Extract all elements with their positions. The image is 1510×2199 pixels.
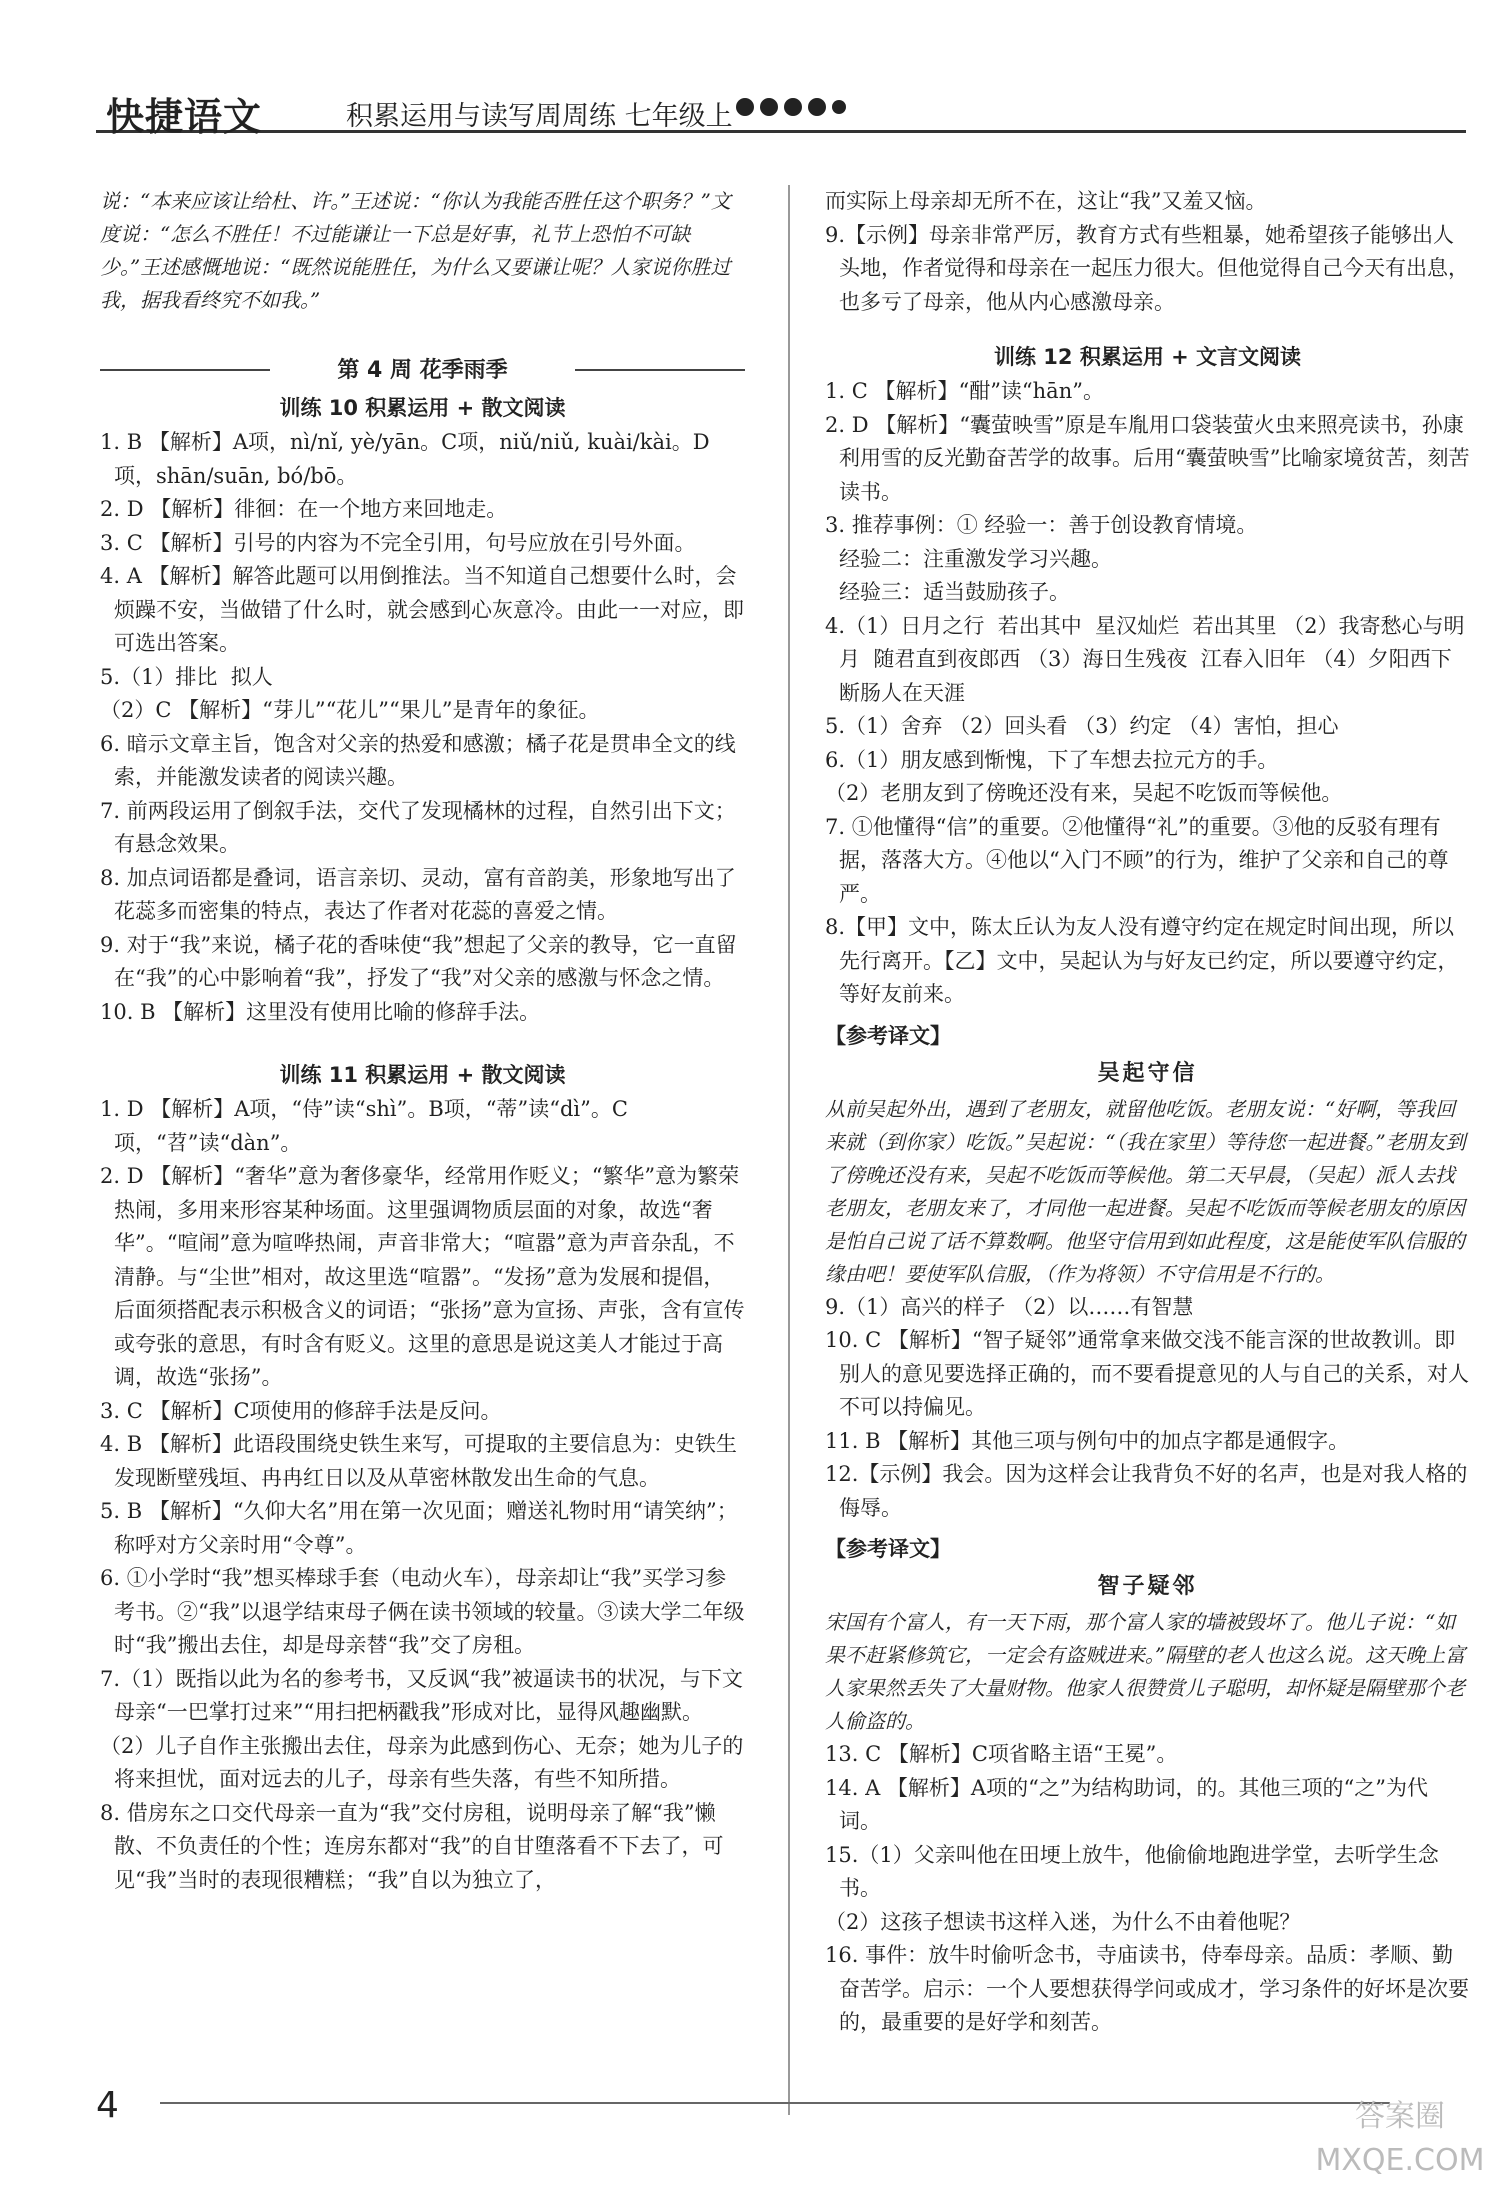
answer-item: 8. 借房东之口交代母亲一直为“我”交付房租，说明母亲了解“我”懒散、不负责任的个性；连房东都对“我”的自甘堕落看不下去了，可见“我”当时的表现很糟糕；“我”自以为独立了， bbox=[100, 1800, 724, 1892]
left-continuation-text: 说：“本来应该让给杜、许。”王述说：“你认为我能否胜任这个职务？”文度说：“怎么不胜任！不过能谦让一下总是好事，礼节上恐怕不可缺少。”王述感慨地说：“既然说能胜任，为什么又要谦让呢？人家说你胜过我，据我看终究不如我。” bbox=[100, 189, 731, 312]
answer-item: 5.（1）排比 拟人 bbox=[100, 664, 273, 689]
answer-item: 4. B 【解析】此语段围绕史铁生来写，可提取的主要信息为：史铁生发现断壁残垣、冉冉红日以及从草密林散发出生命的气息。 bbox=[100, 1432, 737, 1490]
decorative-dots-icon bbox=[736, 98, 846, 116]
section-11-title: 训练 11 积累运用 + 散文阅读 bbox=[279, 1063, 566, 1087]
answer-item: 6. ①小学时“我”想买棒球手套（电动火车），母亲却让“我”买学习参考书。②“我”以退学结束母子俩在读书领域的较量。③读大学二年级时“我”搬出去住，却是母亲替“我”交了房租。 bbox=[100, 1566, 745, 1657]
answer-item: 16. 事件：放牛时偷听念书，寺庙读书，侍奉母亲。品质：孝顺、勤奋苦学。启示：一个人要想获得学问或成才，学习条件的好坏是次要的，最重要的是好学和刻苦。 bbox=[825, 1943, 1469, 2034]
answer-item: 9.（1）高兴的样子 （2）以……有智慧 bbox=[825, 1294, 1194, 1319]
answer-item: 5. B 【解析】“久仰大名”用在第一次见面；赠送礼物时用“请笑纳”；称呼对方父亲时用“令尊”。 bbox=[100, 1499, 738, 1557]
column-divider bbox=[788, 185, 790, 2115]
header-subtitle: 积累运用与读写周周练 七年级上 bbox=[346, 101, 733, 132]
brand-title: 快捷语文 bbox=[106, 95, 263, 139]
passage-title: 吴起守信 bbox=[1097, 1059, 1198, 1086]
watermark-logo: 答案圈 MXQE.COM bbox=[1315, 2099, 1485, 2178]
answer-item: 3. C 【解析】引号的内容为不完全引用，句号应放在引号外面。 bbox=[100, 530, 696, 555]
answer-item: 3. C 【解析】C项使用的修辞手法是反问。 bbox=[100, 1398, 502, 1423]
answer-item: 1. D 【解析】A项，“侍”读“shì”。B项，“蒂”读“dì”。C项，“苕”读“dàn”。 bbox=[100, 1097, 628, 1155]
answer-item: 2. D 【解析】“囊萤映雪”原是车胤用口袋装萤火虫来照亮读书，孙康利用雪的反光勤奋苦学的故事。后用“囊萤映雪”比喻家境贫苦，刻苦读书。 bbox=[825, 412, 1470, 504]
left-column bbox=[100, 185, 745, 1897]
answer-item: 7. 前两段运用了倒叙手法，交代了发现橘林的过程，自然引出下文；有悬念效果。 bbox=[100, 798, 736, 856]
answer-continuation: 而实际上母亲却无所不在，这让“我”又羞又恼。 bbox=[825, 189, 1267, 213]
answer-item: 9.【示例】母亲非常严厉，教育方式有些粗暴，她希望孩子能够出人头地，作者觉得和母亲在一起压力很大。但他觉得自己今天有出息，也多亏了母亲，他从内心感激母亲。 bbox=[825, 222, 1469, 314]
passage-text: 从前吴起外出，遇到了老朋友，就留他吃饭。老朋友说：“好啊，等我回来就（到你家）吃饭。”吴起说：“（我在家里）等待您一起进餐。”老朋友到了傍晚还没有来，吴起不吃饭而等候他。第二天早晨，（吴起）派人去找老朋友，老朋友来了，才同他一起进餐。吴起不吃饭而等候老朋友的原因是怕自己说了话不算数啊。他坚守信用到如此程度，这是能使军队信服的缘由吧！要使军队信服，（作为将领）不守信用是不行的。 bbox=[825, 1096, 1466, 1286]
section-10-title: 训练 10 积累运用 + 散文阅读 bbox=[279, 396, 566, 420]
answer-item: 10. B 【解析】这里没有使用比喻的修辞手法。 bbox=[100, 999, 541, 1024]
answer-item: 9. 对于“我”来说，橘子花的香味使“我”想起了父亲的教导，它一直留在“我”的心中影响着“我”，抒发了“我”对父亲的感激与怀念之情。 bbox=[100, 932, 737, 990]
answer-item: 8.【甲】文中，陈太丘认为友人没有遵守约定在规定时间出现，所以先行离开。【乙】文中，吴起认为与好友已约定，所以要遵守约定，等好友前来。 bbox=[825, 915, 1459, 1006]
answer-item: 4. A 【解析】解答此题可以用倒推法。当不知道自己想要什么时，会烦躁不安，当做错了什么时，就会感到心灰意冷。由此一一对应，即可选出答案。 bbox=[100, 564, 744, 655]
passage-title: 智子疑邻 bbox=[1097, 1573, 1198, 1599]
right-column bbox=[825, 185, 1470, 2040]
answer-item: 2. D 【解析】徘徊：在一个地方来回地走。 bbox=[100, 497, 508, 521]
answer-item: 5.（1）舍弃 （2）回头看 （3）约定 （4）害怕，担心 bbox=[825, 714, 1339, 738]
answer-item: 10. C 【解析】“智子疑邻”通常拿来做交浅不能言深的世故教训。即别人的意见要选择正确的，而不要看提意见的人与自己的关系，对人不可以持偏见。 bbox=[825, 1328, 1469, 1419]
answer-item: 6. 暗示文章主旨，饱含对父亲的热爱和感激；橘子花是贯串全文的线索，并能激发读者的阅读兴趣。 bbox=[100, 731, 736, 789]
answer-item: 12.【示例】我会。因为这样会让我背负不好的名声，也是对我人格的侮辱。 bbox=[825, 1462, 1468, 1520]
answer-item: 经验二：注重激发学习兴趣。 bbox=[839, 546, 1112, 571]
reference-translation-label: 【参考译文】 bbox=[825, 1023, 951, 1048]
answer-item: 15.（1）父亲叫他在田埂上放牛，他偷偷地跑进学堂，去听学生念书。 bbox=[825, 1842, 1439, 1900]
answer-item: 13. C 【解析】C项省略主语“王冕”。 bbox=[825, 1742, 1178, 1766]
answer-item: 7.（1）既指以此为名的参考书，又反讽“我”被逼读书的状况，与下文母亲“一巴掌打过来”“用扫把柄戳我”形成对比，显得风趣幽默。 bbox=[100, 1666, 743, 1724]
answer-item: 1. B 【解析】A项，nì/nǐ, yè/yān。C项，niǔ/niǔ, kuài/kài。D项，shān/suān, bó/bō。 bbox=[100, 430, 710, 488]
passage-text: 宋国有个富人，有一天下雨，那个富人家的墙被毁坏了。他儿子说：“如果不赶紧修筑它，一定会有盗贼进来。”隔壁的老人也这么说。这天晚上富人家果然丢失了大量财物。他家人很赞赏儿子聪明，却怀疑是隔壁那个老人偷盗的。 bbox=[825, 1610, 1466, 1733]
week-heading: 第 4 周 花季雨季 bbox=[100, 353, 745, 384]
answer-item: 2. D 【解析】“奢华”意为奢侈豪华，经常用作贬义；“繁华”意为繁荣热闹，多用来形容某种场面。这里强调物质层面的对象，故选“奢华”。“喧闹”意为喧哗热闹，声音非常大；“喧嚣”意为声音杂乱，不清静。与“尘世”相对，故这里选“喧嚣”。“发扬”意为发展和提倡，后面须搭配表示积极含义的词语；“张扬”意为宣扬、声张，含有宣传或夸张的意思，有时含有贬义。这里的意思是说这美人才能过于高调，故选“张扬”。 bbox=[100, 1164, 745, 1389]
answer-item: 经验三：适当鼓励孩子。 bbox=[839, 580, 1070, 604]
answer-item: 14. A 【解析】A项的“之”为结构助词，的。其他三项的“之”为代词。 bbox=[825, 1775, 1429, 1833]
answer-item: 7. ①他懂得“信”的重要。②他懂得“礼”的重要。③他的反驳有理有据，落落大方。④他以“入门不顾”的行为，维护了父亲和自己的尊严。 bbox=[825, 814, 1449, 906]
answer-item: 3. 推荐事例：① 经验一：善于创设教育情境。 bbox=[825, 513, 1258, 537]
page-header bbox=[96, 80, 1466, 139]
answer-item: 8. 加点词语都是叠词，语言亲切、灵动，富有音韵美，形象地写出了花蕊多而密集的特点，表达了作者对花蕊的喜爱之情。 bbox=[100, 865, 736, 923]
answer-item: 1. C 【解析】“酣”读“hān”。 bbox=[825, 379, 1104, 403]
answer-item: （2）C 【解析】“芽儿”“花儿”“果儿”是青年的象征。 bbox=[100, 698, 600, 722]
answer-item: 6.（1）朋友感到惭愧，下了车想去拉元方的手。 bbox=[825, 747, 1279, 772]
page-number: 4 bbox=[96, 2085, 119, 2126]
answer-item: 4.（1）日月之行 若出其中 星汉灿烂 若出其里 （2）我寄愁心与明月 随君直到夜郎西 （3）海日生残夜 江春入旧年 （4）夕阳西下 断肠人在天涯 bbox=[825, 613, 1466, 705]
answer-item: （2）这孩子想读书这样入迷，为什么不由着他呢？ bbox=[825, 1909, 1301, 1934]
answer-item: 11. B 【解析】其他三项与例句中的加点字都是通假字。 bbox=[825, 1428, 1350, 1453]
reference-translation-label: 【参考译文】 bbox=[825, 1537, 951, 1561]
answer-item: （2）老朋友到了傍晚还没有来，吴起不吃饭而等候他。 bbox=[825, 781, 1343, 805]
section-12-title: 训练 12 积累运用 + 文言文阅读 bbox=[993, 345, 1302, 369]
footer-rule bbox=[160, 2102, 1390, 2104]
answer-item: （2）儿子自作主张搬出去住，母亲为此感到伤心、无奈；她为儿子的将来担忧，面对远去的儿子，母亲有些失落，有些不知所措。 bbox=[100, 1733, 744, 1791]
